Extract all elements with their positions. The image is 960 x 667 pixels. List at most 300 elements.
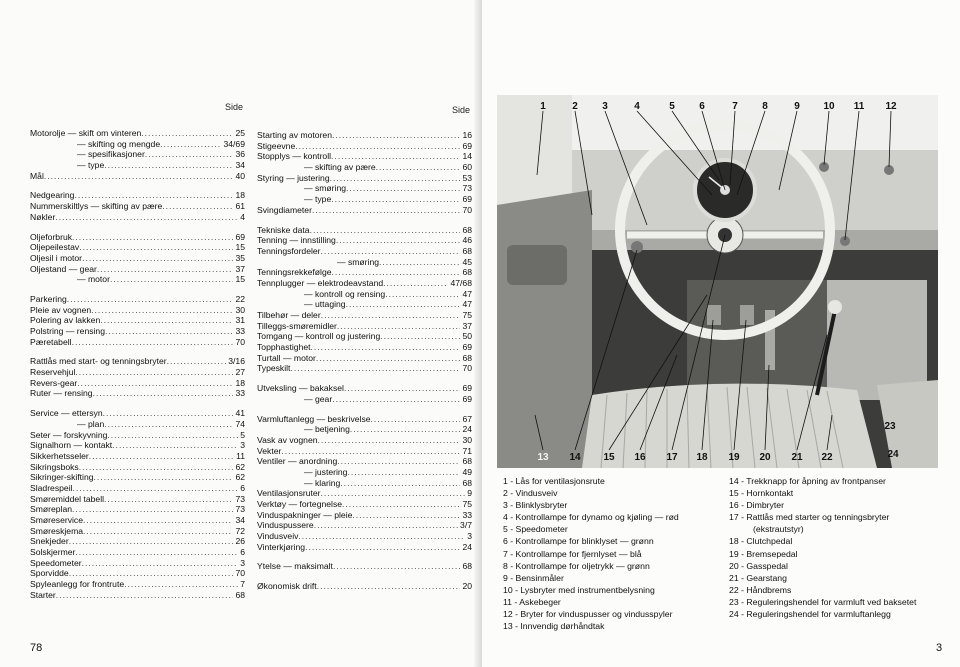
index-entry-label: Motorolje — skift om vinteren: [30, 128, 142, 138]
index-entry-label: Økonomisk drift: [257, 581, 317, 592]
index-entry: [257, 130, 472, 141]
index-entry-page: 5: [240, 429, 245, 440]
index-entry: [257, 353, 472, 364]
legend-item: 13 - Innvendig dørhåndtak: [503, 621, 605, 632]
index-entry: [257, 162, 472, 173]
index-entry: [30, 558, 245, 569]
index-entry: [257, 310, 472, 321]
dot-leader: [281, 446, 460, 457]
index-entry-page: 18: [235, 190, 245, 201]
index-entry-page: 6: [240, 482, 245, 493]
dot-leader: [79, 462, 234, 473]
index-entry-label: Nummerskiltlys — skifting av pære: [30, 201, 163, 212]
index-entry: [30, 440, 245, 451]
index-entry-label: Nedgearing: [30, 190, 75, 201]
dot-leader: [312, 205, 461, 216]
legend-item: 2 - Vindusveiv: [503, 488, 558, 499]
index-entry-page: 37: [462, 320, 472, 331]
index-entry-label: Utveksling — bakaksel: [257, 383, 344, 394]
callout-number: 5: [669, 101, 675, 112]
index-entry: [30, 483, 245, 494]
index-entry-page: 33: [462, 509, 472, 520]
index-entry-label: Turtall — motor: [257, 352, 316, 363]
index-entry: [257, 383, 472, 394]
legend-item: 16 - Dimbryter: [729, 500, 785, 511]
index-entry-page: 7: [240, 579, 245, 590]
index-entry-label: Sladrespeil: [30, 482, 73, 493]
index-entry-page: 22: [235, 293, 245, 304]
dot-leader: [346, 183, 460, 194]
index-entry-page: 24: [462, 424, 472, 435]
index-entry-page: 62: [235, 472, 245, 483]
dot-leader: [336, 235, 461, 246]
index-entry-label: Ytelse — maksimalt: [257, 561, 333, 572]
dot-leader: [331, 194, 460, 205]
index-entry-page: 73: [462, 183, 472, 194]
index-entry: [257, 478, 472, 489]
index-entry-page: 33: [235, 388, 245, 399]
index-entry-label: — uttaging: [304, 299, 346, 310]
dot-leader: [310, 225, 461, 236]
index-entry: [257, 424, 472, 435]
dot-leader: [337, 456, 460, 467]
index-entry-label: Tomgang — kontroll og justering: [257, 331, 381, 342]
index-entry-page: 46: [462, 235, 472, 246]
index-entry-label: Snekjeder: [30, 536, 69, 547]
page-number-right: 3: [936, 642, 943, 654]
dot-leader: [104, 419, 233, 430]
index-entry-label: Varmluftanlegg — beskrivelse: [257, 413, 371, 424]
index-entry: [30, 305, 245, 316]
index-entry: [257, 363, 472, 374]
index-entry: [257, 321, 472, 332]
index-entry-page: 34/69: [223, 138, 245, 149]
legend-item: 4 - Kontrollampe for dynamo og kjøling — rød: [503, 512, 679, 523]
index-entry-label: Tennplugger — elektrodeavstand: [257, 277, 384, 288]
index-entry: [30, 367, 245, 378]
index-column-2: [257, 130, 472, 592]
index-entry-label: Svingdiameter: [257, 204, 312, 215]
index-entry: [30, 408, 245, 419]
index-entry-page: 25: [235, 128, 245, 138]
index-entry: [257, 141, 472, 152]
dot-leader: [342, 499, 460, 510]
index-entry: [257, 467, 472, 478]
legend-item: 6 - Kontrollampe for blinklyset — grønn: [503, 536, 654, 547]
dot-leader: [330, 173, 461, 184]
index-entry: [257, 414, 472, 425]
legend-item: 3 - Blinklysbryter: [503, 500, 568, 511]
index-entry-label: Topphastighet: [257, 342, 311, 353]
dot-leader: [82, 253, 233, 264]
callout-number: 7: [732, 101, 738, 112]
dot-leader: [44, 171, 234, 182]
callout-number: 3: [602, 101, 608, 112]
dot-leader: [107, 430, 238, 441]
index-entry-page: 47: [462, 299, 472, 310]
index-entry: [257, 520, 472, 531]
index-entry-page: 26: [235, 536, 245, 547]
index-entry-label: Vinterkjøring: [257, 541, 306, 552]
index-entry: [257, 456, 472, 467]
index-entry: [30, 547, 245, 558]
dot-leader: [141, 128, 233, 139]
index-entry: [30, 171, 245, 182]
callout-number: 8: [762, 101, 768, 112]
index-entry: [30, 378, 245, 389]
index-entry-label: Ventilasjonsruter: [257, 488, 321, 499]
index-entry-page: 62: [235, 461, 245, 472]
index-entry: [257, 331, 472, 342]
dot-leader: [104, 160, 233, 171]
index-entry: [257, 205, 472, 216]
dot-leader: [67, 294, 234, 305]
index-entry-label: Revers-gear: [30, 377, 78, 388]
side-header: Side: [225, 102, 244, 112]
index-entry-label: Smøreplan: [30, 504, 73, 515]
index-entry-page: 69: [462, 383, 472, 394]
dot-leader: [331, 151, 460, 162]
index-entry-page: 69: [462, 342, 472, 353]
index-entry-page: 4: [240, 211, 245, 222]
index-entry-label: Tekniske data: [257, 224, 310, 235]
index-entry: [257, 581, 472, 592]
index-entry-label: Vekter: [257, 445, 282, 456]
index-entry-label: Speedometer: [30, 557, 82, 568]
dot-leader: [295, 141, 460, 152]
index-entry-page: 68: [462, 477, 472, 488]
index-entry-label: Starting av motoren: [257, 130, 332, 140]
index-entry: [30, 419, 245, 430]
legend-item: 19 - Bremsepedal: [729, 548, 798, 559]
index-entry-label: — betjening: [304, 424, 350, 435]
index-entry-page: 3: [467, 531, 472, 542]
callout-number: 6: [699, 101, 705, 112]
callout-number: 1: [540, 101, 546, 112]
index-entry: [30, 149, 245, 160]
callout-number: 21: [791, 452, 803, 463]
dot-leader: [69, 536, 234, 547]
callout-number: 14: [569, 452, 581, 463]
index-entry-page: 15: [235, 274, 245, 285]
index-entry: [257, 561, 472, 572]
index-entry-label: Ventiler — anordning: [257, 456, 338, 467]
index-entry-label: Sporvidde: [30, 568, 69, 579]
legend-item: 10 - Lysbryter med instrumentbelysning: [503, 584, 655, 595]
index-entry-label: Smøremiddel tabell: [30, 493, 105, 504]
index-entry: [30, 253, 245, 264]
index-entry: [30, 462, 245, 473]
dot-leader: [145, 149, 234, 160]
dot-leader: [97, 264, 234, 275]
index-entry-page: 9: [467, 488, 472, 499]
index-entry-label: Mål: [30, 170, 44, 181]
index-entry-label: — plan: [77, 418, 105, 429]
dot-leader: [160, 139, 221, 150]
index-entry-page: 50: [462, 331, 472, 342]
dot-leader: [318, 435, 461, 446]
dot-leader: [383, 278, 448, 289]
index-entry-label: Vinduspakninger — pleie: [257, 509, 353, 520]
index-entry-label: — spesifikasjoner: [77, 149, 145, 160]
index-entry-page: 71: [462, 445, 472, 456]
index-entry-label: Smøreservice: [30, 515, 84, 525]
dot-leader: [103, 408, 234, 419]
callout-number: 19: [728, 452, 740, 463]
index-entry-label: — kontroll og rensing: [304, 288, 386, 299]
index-entry-page: 69: [462, 140, 472, 151]
index-entry-page: 68: [462, 352, 472, 363]
index-entry-label: Pæretabell: [30, 336, 72, 347]
index-entry-page: 11: [236, 450, 245, 461]
legend-item: 20 - Gasspedal: [729, 560, 788, 571]
callout-number: 12: [885, 101, 897, 112]
dot-leader: [311, 342, 461, 353]
index-entry: [30, 568, 245, 579]
callout-number: 10: [823, 101, 835, 112]
index-entry-label: — type: [304, 194, 332, 205]
dot-leader: [56, 590, 234, 601]
index-entry-label: Oljeforbruk: [30, 231, 73, 242]
index-entry: [30, 515, 245, 526]
index-entry-label: — smøring: [304, 183, 347, 194]
dot-leader: [376, 162, 461, 173]
index-entry-page: 30: [462, 434, 472, 445]
index-entry-label: Vask av vognen: [257, 434, 318, 445]
index-entry-page: 41: [235, 408, 245, 419]
index-entry-label: Polstring — rensing: [30, 326, 105, 336]
legend-item: 9 - Bensinmåler: [503, 572, 564, 583]
legend-item: 22 - Håndbrems: [729, 584, 792, 595]
dot-leader: [77, 378, 233, 389]
index-entry: [30, 315, 245, 326]
dot-leader: [94, 472, 234, 483]
dot-leader: [298, 531, 465, 542]
index-entry-label: Tenningsfordeler: [257, 245, 321, 256]
index-entry-page: 60: [462, 162, 472, 173]
index-entry-label: Oljestand — gear: [30, 263, 97, 274]
index-entry-label: Signalhorn — kontakt: [30, 440, 113, 451]
index-entry-page: 74: [235, 418, 245, 429]
index-entry-page: 31: [235, 315, 245, 326]
index-entry: [257, 257, 472, 268]
index-entry: [30, 526, 245, 537]
dot-leader: [82, 558, 239, 569]
legend-item: 12 - Bryter for vinduspusser og vindusspyler: [503, 609, 673, 620]
index-entry-label: Vinduspussere: [257, 520, 314, 531]
dot-leader: [72, 337, 234, 348]
index-entry: [30, 190, 245, 201]
index-entry-page: 70: [235, 568, 245, 579]
callout-number: 22: [821, 452, 833, 463]
dot-leader: [332, 267, 461, 278]
dot-leader: [100, 315, 233, 326]
index-entry: [257, 510, 472, 521]
legend-item: 18 - Clutchpedal: [729, 536, 793, 547]
index-entry: [257, 246, 472, 257]
index-entry-label: — justering: [304, 466, 348, 477]
index-entry-page: 69: [235, 231, 245, 242]
page-number-left: 78: [30, 642, 43, 654]
callout-number: 15: [603, 452, 615, 463]
index-entry-page: 24: [462, 541, 472, 552]
dot-leader: [305, 542, 460, 553]
index-entry: [257, 278, 472, 289]
index-entry-page: 16: [462, 130, 472, 140]
index-entry: [257, 173, 472, 184]
index-entry-label: Reservehjul: [30, 367, 76, 378]
index-entry: [30, 264, 245, 275]
index-entry: [30, 430, 245, 441]
callout-number: 24: [887, 449, 899, 460]
index-entry: [257, 289, 472, 300]
index-entry-page: 14: [462, 151, 472, 162]
legend-left: [503, 475, 725, 632]
index-entry-label: Nøkler: [30, 211, 56, 222]
dot-leader: [321, 488, 466, 499]
dot-leader: [72, 232, 233, 243]
index-entry: [257, 267, 472, 278]
index-entry-label: Starter: [30, 589, 56, 600]
index-entry: [257, 531, 472, 542]
index-entry: [30, 494, 245, 505]
dot-leader: [75, 367, 233, 378]
index-entry-label: Vindusveiv: [257, 531, 299, 542]
index-entry-page: 35: [235, 252, 245, 263]
index-entry: [30, 590, 245, 601]
index-entry: [257, 183, 472, 194]
legend-item: 21 - Gearstang: [729, 572, 787, 583]
index-entry: [30, 139, 245, 150]
legend-item: 8 - Kontrollampe for oljetrykk — grønn: [503, 560, 650, 571]
index-entry: [30, 451, 245, 462]
legend-item: 14 - Trekknapp for åpning av frontpanser: [729, 476, 886, 486]
dot-leader: [290, 363, 460, 374]
index-entry-page: 75: [462, 499, 472, 509]
index-entry-page: 68: [235, 589, 245, 600]
index-entry-label: — skifting og mengde: [77, 138, 161, 149]
dot-leader: [352, 510, 460, 521]
callout-number: 11: [853, 101, 865, 112]
index-entry: [30, 128, 245, 139]
index-entry-page: 68: [462, 561, 472, 572]
index-entry: [257, 488, 472, 499]
dot-leader: [69, 568, 234, 579]
index-entry-page: 34: [235, 515, 245, 525]
index-entry-page: 30: [235, 304, 245, 315]
index-entry-page: 6: [240, 547, 245, 558]
legend-item: (ekstrautstyr): [753, 524, 804, 535]
dot-leader: [380, 331, 460, 342]
index-entry-page: 70: [235, 336, 245, 347]
index-entry: [30, 326, 245, 337]
index-entry-page: 68: [462, 224, 472, 235]
dot-leader: [385, 289, 460, 300]
dot-leader: [346, 299, 461, 310]
index-entry-label: Typeskilt: [257, 363, 291, 374]
index-entry: [30, 388, 245, 399]
index-entry-label: Tenningsrekkefølge: [257, 267, 332, 278]
dot-leader: [75, 547, 238, 558]
callout-number: 17: [666, 452, 678, 463]
index-entry: [257, 435, 472, 446]
index-entry-page: 3/7: [460, 520, 472, 531]
callout-number: 16: [634, 452, 646, 463]
index-entry-label: Rattlås med start- og tenningsbryter: [30, 356, 167, 367]
index-entry-page: 36: [235, 149, 245, 160]
dot-leader: [72, 504, 233, 515]
index-entry-page: 70: [462, 363, 472, 374]
index-entry-label: Seter — forskyvning: [30, 429, 108, 440]
legend-item: 5 - Speedometer: [503, 524, 568, 535]
index-entry-page: 20: [462, 581, 472, 592]
index-entry-page: 68: [462, 267, 472, 278]
callout-number: 20: [759, 452, 771, 463]
dot-leader: [167, 356, 227, 367]
index-entry-page: 33: [235, 326, 245, 336]
dot-leader: [83, 526, 233, 537]
index-entry-label: Pleie av vognen: [30, 304, 92, 315]
index-entry-label: Styring — justering: [257, 172, 330, 183]
index-entry-page: 27: [235, 367, 245, 378]
dot-leader: [91, 305, 233, 316]
index-entry-page: 61: [235, 201, 245, 212]
index-entry: [30, 472, 245, 483]
index-entry-page: 73: [235, 504, 245, 515]
index-entry-label: — type: [77, 160, 105, 171]
dot-leader: [371, 414, 461, 425]
index-entry-label: Sikkerhetsseler: [30, 450, 89, 461]
side-header-2: Side: [452, 105, 471, 115]
legend-right: [729, 475, 954, 620]
callout-number: 4: [634, 101, 640, 112]
callout-number: 2: [572, 101, 578, 112]
index-entry-label: Verktøy — fortegnelse: [257, 499, 343, 509]
dot-leader: [93, 388, 234, 399]
dot-leader: [74, 190, 233, 201]
dot-leader: [337, 321, 461, 332]
index-entry-page: 49: [462, 466, 472, 477]
index-entry-label: Oljesil i motor: [30, 252, 83, 263]
legend-item: 23 - Reguleringshendel for varmluft ved baksetet: [729, 596, 917, 607]
dot-leader: [317, 581, 461, 592]
legend-item: 7 - Kontrollampe for fjernlyset — blå: [503, 548, 642, 559]
index-entry-label: — gear: [304, 393, 333, 404]
index-entry: [257, 194, 472, 205]
index-entry: [30, 201, 245, 212]
index-entry: [257, 342, 472, 353]
dot-leader: [347, 467, 460, 478]
index-entry-page: 47: [462, 288, 472, 299]
index-entry: [257, 225, 472, 236]
legend-item: 24 - Reguleringshendel for varmluftanlegg: [729, 609, 891, 620]
index-entry: [30, 356, 245, 367]
dashboard-photo: [497, 95, 938, 468]
index-entry-label: Ruter — rensing: [30, 388, 93, 399]
index-entry-label: Sikringer-skifting: [30, 472, 94, 483]
index-entry: [30, 337, 245, 348]
dot-leader: [344, 383, 461, 394]
index-entry-page: 45: [462, 256, 472, 267]
dot-leader: [316, 353, 461, 364]
dot-leader: [124, 579, 238, 590]
index-entry-label: — klaring: [304, 477, 341, 488]
index-entry-page: 47/68: [450, 277, 472, 288]
index-entry-page: 68: [462, 456, 472, 467]
index-entry-label: Parkering: [30, 293, 67, 304]
dot-leader: [332, 130, 460, 141]
callout-number: 9: [794, 101, 800, 112]
